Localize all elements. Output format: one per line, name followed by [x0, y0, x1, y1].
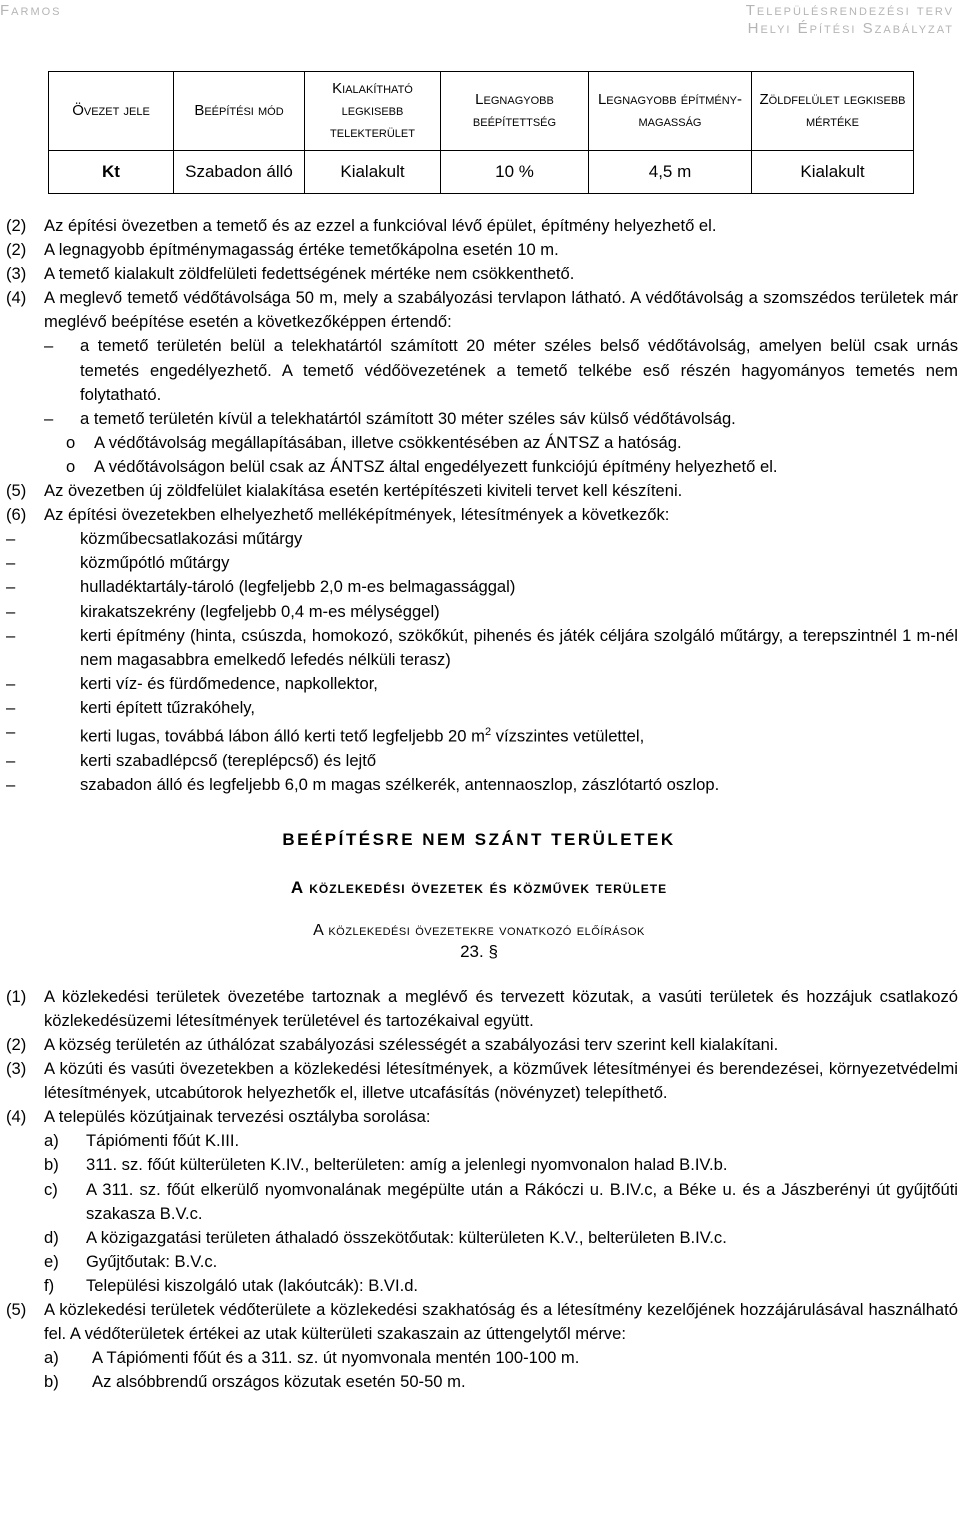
item-text: A 311. sz. főút elkerülő nyomvonalának megépülte után a Rákóczi u. B.IV.c, a Béke u. és a Jászberényi út gyűjtőúti szakasza B.V.c.	[86, 1179, 958, 1223]
paragraph-number: (4)	[6, 288, 27, 308]
zone-table	[48, 71, 914, 194]
item-text: Az alsóbbrendű országos közutak esetén 50-50 m.	[92, 1372, 466, 1392]
table-cell: 4,5 m	[589, 151, 752, 194]
dash-marker: –	[6, 697, 16, 717]
paragraph	[0, 503, 958, 527]
list-item-text: közműpótló műtárgy	[80, 553, 230, 573]
item-letter: a)	[44, 1348, 59, 1368]
header-right-title: Településrendezési terv	[745, 2, 954, 19]
paragraph	[0, 286, 958, 334]
paragraph-number: (2)	[6, 216, 27, 235]
lettered-item	[0, 1274, 958, 1298]
table-cell: Szabadon álló	[174, 151, 305, 194]
lettered-item	[0, 1250, 958, 1274]
table-cell: Kt	[49, 151, 174, 194]
list-item-tail: vízszintes vetülettel,	[491, 726, 645, 746]
item-letter: c)	[44, 1179, 58, 1199]
dash-marker: –	[44, 336, 54, 356]
paragraph-number: (1)	[6, 986, 27, 1006]
table-header-row	[49, 72, 914, 151]
dash-marker: –	[6, 625, 16, 645]
item-text: Települési kiszolgáló utak (lakóutcák): B.VI.d.	[86, 1275, 419, 1295]
dash-text: a temető területén belül a telekhatártól számított 20 méter széles belső védőtávolság, amelyen belül csak urnás temetés engedélyezhető. A temető védőövezetének a temető telkébe eső részén hagyományos temetés nem folytatható.	[80, 336, 958, 404]
table-row	[49, 151, 914, 194]
table-cell: Kialakult	[752, 151, 914, 194]
paragraph	[0, 479, 958, 503]
paragraph	[0, 1033, 958, 1057]
list-item-text: hulladéktartály-tároló (legfeljebb 2,0 m-es belmagassággal)	[80, 577, 516, 597]
paragraph	[0, 985, 958, 1033]
item-text: A Tápiómenti főút és a 311. sz. út nyomvonala mentén 100-100 m.	[92, 1348, 580, 1368]
list-item-text: kerti szabadlépcső (tereplépcső) és lejtő	[80, 750, 377, 770]
lettered-item	[0, 1346, 958, 1370]
paragraph-number: (6)	[6, 505, 27, 525]
list-item	[0, 696, 958, 720]
header-right-subtitle: Helyi Építési Szabályzat	[747, 20, 954, 37]
lettered-item	[0, 1153, 958, 1177]
table-cell: Kialakult	[305, 151, 441, 194]
circle-marker: o	[66, 432, 76, 452]
item-text: Tápiómenti főút K.III.	[86, 1131, 240, 1151]
paragraph-text: Az építési övezetben a temető és az ezzel a funkcióval lévő épület, építmény helyezhető el.	[44, 216, 717, 235]
list-item	[0, 527, 958, 551]
list-item-text: közműbecsatlakozási műtárgy	[80, 529, 303, 549]
paragraph-number: (4)	[6, 1107, 27, 1127]
table-header-cell: Zöldfelület legkisebb mértéke	[752, 72, 914, 151]
dash-text: a temető területén kívül a telekhatártól számított 30 méter széles sáv külső védőtávolság.	[80, 408, 736, 428]
dash-marker: –	[44, 408, 54, 428]
dash-marker: –	[6, 529, 16, 549]
dash-marker: –	[6, 721, 16, 741]
paragraph-number: (3)	[6, 264, 27, 284]
paragraph-text: A település közútjainak tervezési osztályba sorolása:	[44, 1107, 431, 1127]
item-letter: f)	[44, 1275, 55, 1295]
document-body	[0, 214, 958, 1394]
list-item	[0, 600, 958, 624]
paragraph-number: (3)	[6, 1059, 27, 1079]
paragraph	[0, 1057, 958, 1105]
list-item	[0, 551, 958, 575]
item-text: Gyűjtőutak: B.V.c.	[86, 1251, 218, 1271]
dash-item	[0, 334, 958, 406]
paragraph-text: A közúti és vasúti övezetekben a közlekedési létesítmények, a közművek létesítményei és berendezései, környezetvédelmi létesítmények, utcabútorok helyezhetők el, illetve utcafásítás (növényzet) telepíthető.	[44, 1059, 958, 1103]
table-header-cell: Kialakítható legkisebb telekterület	[305, 72, 441, 151]
paragraph-number: (5)	[6, 481, 27, 501]
paragraph	[0, 1105, 958, 1129]
dash-marker: –	[6, 774, 16, 794]
circle-marker: o	[66, 456, 76, 476]
paragraph-number: (2)	[6, 1034, 27, 1054]
item-letter: a)	[44, 1131, 59, 1151]
paragraph-text: Az építési övezetekben elhelyezhető melléképítmények, létesítmények a következők:	[44, 505, 670, 525]
paragraph-sign-heading: 23. §	[460, 941, 498, 961]
dash-marker: –	[6, 673, 16, 693]
circle-item	[0, 431, 958, 455]
list-item-text: kerti építmény (hinta, csúszda, homokozó, szökőkút, pihenés és játék céljára szolgáló műtárgy, a terepszintnél 1 m-nél nem magasabbra emelkedő lefedés nélküli terasz)	[80, 625, 958, 669]
paragraph-number: (2)	[6, 240, 27, 260]
list-item-text: kerti lugas, továbbá lábon álló kerti tető legfeljebb 20 m	[80, 726, 485, 746]
lettered-item	[0, 1370, 958, 1394]
lettered-item	[0, 1178, 958, 1226]
dash-marker: –	[6, 750, 16, 770]
circle-text: A védőtávolság megállapításában, illetve csökkentésében az ÁNTSZ a hatóság.	[94, 432, 682, 452]
lettered-item	[0, 1129, 958, 1153]
lettered-item	[0, 1226, 958, 1250]
table-header-cell: Legnagyobb beépítettség	[441, 72, 589, 151]
dash-marker: –	[6, 577, 16, 597]
paragraph	[0, 262, 958, 286]
list-item-text: szabadon álló és legfeljebb 6,0 m magas szélkerék, antennaoszlop, zászlótartó oszlop.	[80, 774, 720, 794]
list-item	[0, 749, 958, 773]
list-item	[0, 575, 958, 599]
table-header-cell: Övezet jele	[49, 72, 174, 151]
section-23	[0, 985, 958, 1395]
paragraph-text: A meglevő temető védőtávolsága 50 m, mely a szabályozási tervlapon látható. A védőtávolság a szomszédos területek már meglévő beépítése esetén a következőképpen értendő:	[44, 288, 958, 332]
circle-item	[0, 455, 958, 479]
paragraph	[0, 238, 958, 262]
table-header-cell: Beépítési mód	[174, 72, 305, 151]
paragraph-number: (5)	[6, 1300, 27, 1319]
subsection-heading: A közlekedési övezetek és közművek területe	[290, 877, 668, 897]
table-cell: 10 %	[441, 151, 589, 194]
item-letter: b)	[44, 1372, 59, 1392]
list-item	[0, 773, 958, 797]
paragraph-text: A legnagyobb építménymagasság értéke temetőkápolna esetén 10 m.	[44, 240, 559, 260]
paragraph-text: A temető kialakult zöldfelületi fedettségének mértéke nem csökkenthető.	[44, 264, 575, 284]
paragraph	[0, 1298, 958, 1346]
list-item	[0, 672, 958, 696]
item-letter: e)	[44, 1251, 59, 1271]
list-item-text: kirakatszekrény (legfeljebb 0,4 m-es mélységgel)	[80, 601, 440, 621]
page-header	[0, 0, 960, 40]
item-text: 311. sz. főút külterületen K.IV., belterületen: amíg a jelenlegi nyomvonalon halad B.IV.b.	[86, 1155, 728, 1175]
rules-heading: A közlekedési övezetekre vonatkozó előírások	[313, 921, 645, 939]
dash-marker: –	[6, 553, 16, 573]
paragraph-text: A közlekedési területek övezetébe tartoznak a meglévő és tervezett közutak, a vasúti területek és hozzájuk csatlakozó közlekedésüzemi létesítmények területével és tartozékaival együtt.	[44, 986, 958, 1030]
list-item	[0, 624, 958, 672]
table-header-cell: Legnagyobb építmény-magasság	[589, 72, 752, 151]
paragraph-text: A közlekedési területek védőterülete a közlekedési szakhatóság és a létesítmény kezelőjének hozzájárulásával használható fel. A védőterületek értékei az utak külterületi szakaszain az úttengelytől mérve:	[44, 1300, 958, 1344]
list-item-text: kerti épített tűzrakóhely,	[80, 697, 255, 717]
header-left: Farmos	[0, 2, 62, 19]
item-letter: d)	[44, 1227, 59, 1247]
dash-item	[0, 407, 958, 431]
item-text: A közigazgatási területen áthaladó összekötőutak: külterületen K.V., belterületen B.IV.c.	[86, 1227, 727, 1247]
paragraph-text: Az övezetben új zöldfelület kialakítása esetén kertépítészeti kiviteli tervet kell készíteni.	[44, 481, 683, 501]
paragraph	[0, 214, 958, 238]
list-item	[0, 720, 958, 749]
circle-text: A védőtávolságon belül csak az ÁNTSZ által engedélyezett funkciójú építmény helyezhető el.	[94, 456, 778, 476]
section-heading: BEÉPÍTÉSRE NEM SZÁNT TERÜLETEK	[282, 829, 676, 849]
item-letter: b)	[44, 1155, 59, 1175]
paragraph-text: A község területén az úthálózat szabályozási szélességét a szabályozási terv szerint kell kialakítani.	[44, 1034, 779, 1054]
dash-marker: –	[6, 601, 16, 621]
superscript: 2	[484, 725, 492, 738]
list-item-text: kerti víz- és fürdőmedence, napkollektor,	[80, 673, 378, 693]
